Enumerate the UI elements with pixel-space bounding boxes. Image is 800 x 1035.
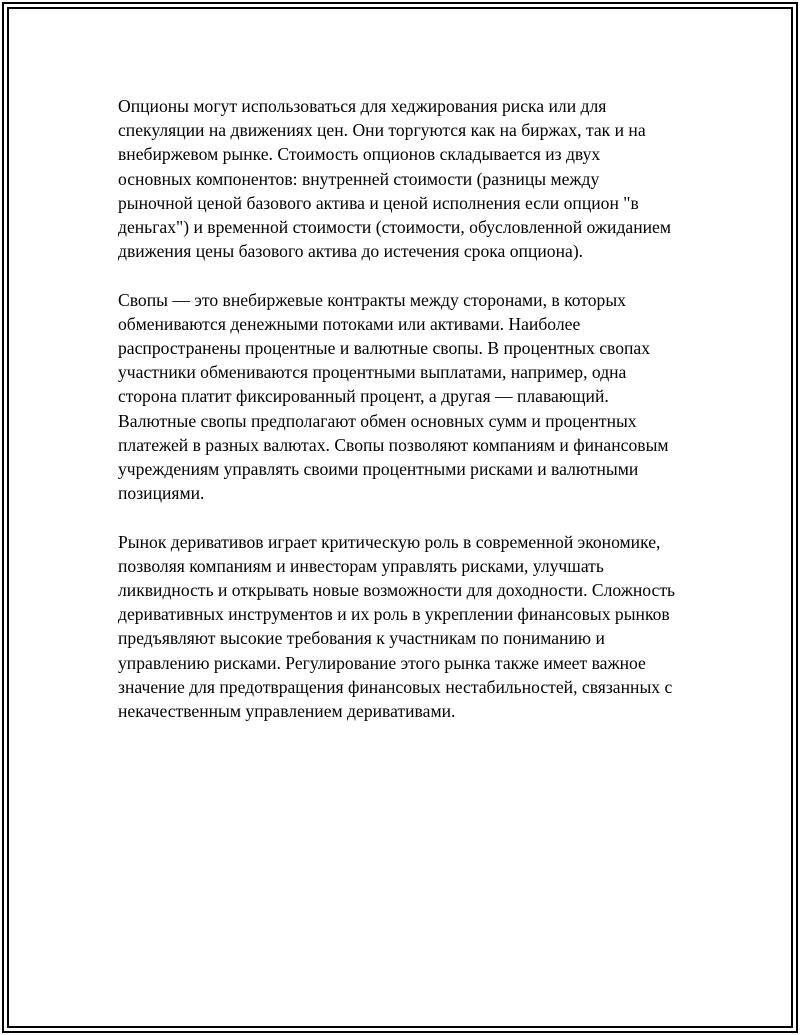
paragraph-options: Опционы могут использоваться для хеджирования риска или для спекуляции на движениях цен. Они торгуются как на биржах, так и на внебиржевом рынке. Стоимость опционов складывается из двух основных компонентов: внутренней стоимости (разницы между рыночной ценой базового актива и ценой исполнения если опцион "в деньгах") и временной стоимости (стоимости, обусловленной ожиданием движения цены базового актива до истечения срока опциона).	[118, 96, 671, 262]
document-body	[118, 94, 678, 747]
paragraph-swaps: Свопы — это внебиржевые контракты между сторонами, в которых обмениваются денежными потоками или активами. Наиболее распространены процентные и валютные свопы. В процентных свопах участники обмениваются процентными выплатами, например, одна сторона платит фиксированный процент, а другая — плавающий. Валютные свопы предполагают обмен основных сумм и процентных платежей в разных валютах. Свопы позволяют компаниям и финансовым учреждениям управлять своими процентными рисками и валютными позициями.	[118, 289, 669, 504]
paragraph-derivatives-market: Рынок деривативов играет критическую роль в современной экономике, позволяя компаниям и инвесторам управлять рисками, улучшать ликвидность и открывать новые возможности для доходности. Сложность деривативных инструментов и их роль в укреплении финансовых рынков предъявляют высокие требования к участникам по пониманию и управлению рисками. Регулирование этого рынка также имеет важное значение для предотвращения финансовых нестабильностей, связанных с некачественным управлением деривативами.	[118, 531, 676, 722]
